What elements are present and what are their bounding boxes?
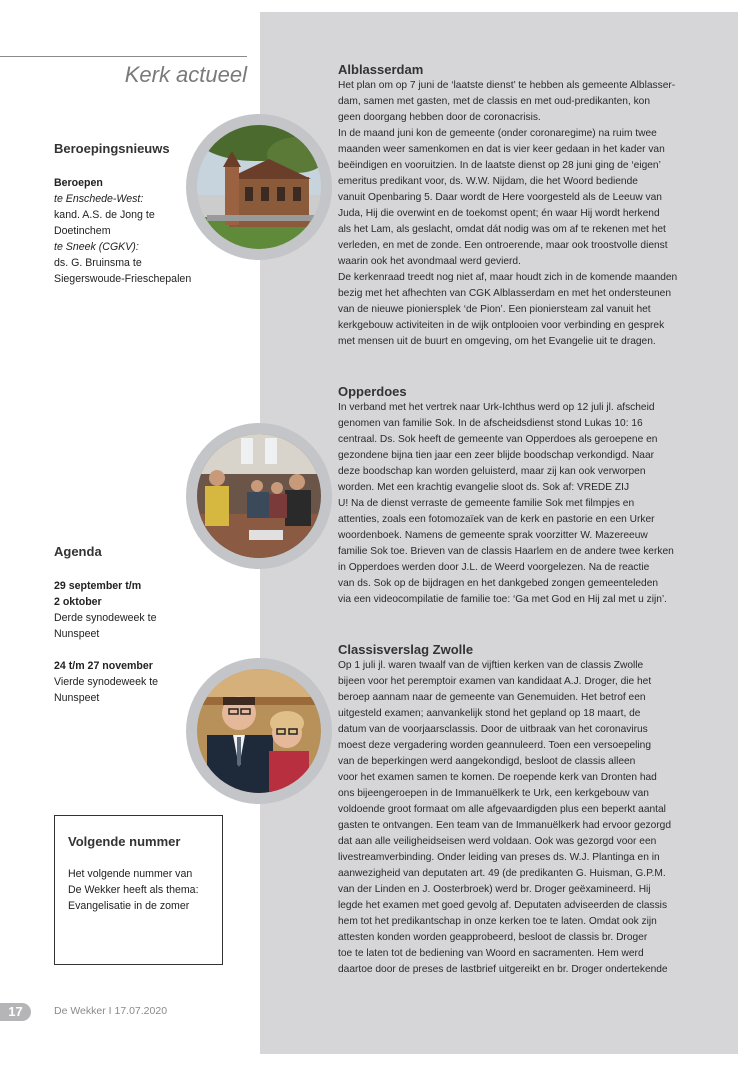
article-line: voldoende groot formaat om alle afgevaardigden plus een beperkt aantal (338, 804, 666, 815)
article-line: bezig met het afhechten van CGK Alblasserdam en met het ondersteunen (338, 288, 671, 299)
article-line: als het Lam, als geslacht, omdat dát nodig was om af te rekenen met het (338, 224, 666, 235)
sidebar-line: Nunspeet (54, 692, 100, 704)
article-line: Op 1 juli jl. waren twaalf van de vijftien kerken van de classis Zwolle (338, 660, 644, 671)
article-line: in Opperdoes werden door J.L. de Weerd voorgelezen. Na de reactie (338, 562, 650, 573)
article-line: van de nieuwe pioniersplek ‘de Pion’. Een pioniersteam zal vanuit het (338, 304, 651, 315)
article-line: datum van de voorjaarsclassis. Door de uitbraak van het coronavirus (338, 724, 648, 735)
article-title: Alblasserdam (338, 62, 424, 77)
article-line: verleden, en met de zonde. Een ontroerende, maar ook troostvolle dienst (338, 240, 668, 251)
article-line: dam, samen met gasten, met de classis en met oud-predikanten, kon (338, 96, 651, 107)
article-line: waarin ook het avondmaal werd gevierd. (338, 256, 521, 267)
article-line: Juda, Hij die overwint en de toekomst opent; én waar Hij wordt herkend (338, 208, 660, 219)
sidebar-line: 24 t/m 27 november (54, 660, 153, 672)
article-line: via een videocompilatie de familie toe: ‘Ga met God en Hij zal met u zijn’. (338, 594, 667, 605)
agenda-heading: Agenda (54, 544, 102, 559)
article-line: geen doorgang hebben door de coronacrisis. (338, 112, 541, 123)
article-line: uitgesteld examen; aanvankelijk stond het gepland op 18 maart, de (338, 708, 641, 719)
header-rule (0, 56, 247, 57)
article-line: met mensen uit de buurt en omgeving, om het Evangelie uit te dragen. (338, 336, 656, 347)
volgende-nummer-line: Het volgende nummer van (68, 868, 193, 880)
sidebar-line: 2 oktober (54, 596, 102, 608)
sidebar-line: Beroepen (54, 177, 103, 189)
sidebar-line: ds. G. Bruinsma te (54, 257, 142, 269)
article-line: beëindigen en vooruitzien. In de laatste dienst op 28 juni ging de ‘eigen’ (338, 160, 661, 171)
article-line: De kerkenraad treedt nog niet af, maar houdt zich in de komende maanden (338, 272, 678, 283)
article-line: toe te laten tot de bediening van Woord en sacramenten. Hem werd (338, 948, 644, 959)
article-line: kerkgebouw activiteiten in de wijk ontplooien voor verbinding en gesprek (338, 320, 665, 331)
article-line: legde het examen met goed gevolg af. Deputaten adviseerden de classis (338, 900, 668, 911)
article-line: aanwezigheid van deputaten art. 49 (de predikanten G. Huisman, G.P.M. (338, 868, 666, 879)
article-line: attesten konden worden geapprobeerd, besloot de classis br. Droger (338, 932, 648, 943)
article-title: Opperdoes (338, 384, 407, 399)
beroepingsnieuws-heading: Beroepingsnieuws (54, 141, 170, 156)
farewell-service-photo (186, 423, 332, 569)
article-body (338, 658, 694, 978)
article-line: vanuit Openbaring 5. Daar wordt de Here voorgesteld als de Leeuw van (338, 192, 662, 203)
article-opperdoes (338, 383, 694, 608)
article-line: gasten te ontvangen. Een team van de Immanuëlkerk had ervoor gezorgd (338, 820, 671, 831)
article-line: genomen van familie Sok. In de afscheidsdienst stond Lukas 10: 16 (338, 418, 643, 429)
page-number: 17 (0, 1003, 31, 1021)
church-building-photo (186, 114, 332, 260)
article-body (338, 78, 694, 350)
article-line: deze boodschap kan worden geluisterd, maar zij kan ook verworpen (338, 466, 646, 477)
sidebar-line: kand. A.S. de Jong te (54, 209, 155, 221)
article-alblasserdam (338, 61, 694, 350)
sidebar-line: Siegerswoude-Frieschepalen (54, 273, 192, 285)
sidebar-line: te Enschede-West: (54, 193, 144, 205)
article-line: maanden weer samenkomen en dat is vier keer gedaan in het kader van (338, 144, 665, 155)
sidebar-line: 29 september t/m (54, 580, 142, 592)
sidebar-line (54, 642, 158, 658)
sidebar-line: te Sneek (CGKV): (54, 241, 139, 253)
church-building-illustration (197, 125, 321, 249)
sidebar-line: Vierde synodeweek te (54, 676, 159, 688)
article-line: bijeen voor het peremptoir examen van kandidaat A.J. Droger, die het (338, 676, 652, 687)
article-line: woordenboek. Namens de gemeente sprak voorzitter W. Mazereeuw (338, 530, 648, 541)
beroepingsnieuws-block (54, 141, 191, 287)
article-line: centraal. Ds. Sok heeft de gemeente van Opperdoes als geroepene en (338, 434, 658, 445)
article-line: In de maand juni kon de gemeente (onder coronaregime) na ruim twee (338, 128, 657, 139)
candidate-droger-photo (186, 658, 332, 804)
article-line: emeritus predikant voor, ds. W.W. Nijdam, die het Woord bediende (338, 176, 638, 187)
article-line: familie Sok toe. Brieven van de classis Haarlem en de andere twee kerken (338, 546, 674, 557)
article-line: ons bijeengeroepen in de Immanuëlkerk te Urk, een kerkgebouw van (338, 788, 649, 799)
agenda-lines (54, 578, 158, 706)
section-title: Kerk actueel (124, 62, 247, 87)
article-line: voor het examen samen te komen. De roepende kerk van Dronten had (338, 772, 657, 783)
article-line: Het plan om op 7 juni de ‘laatste dienst’ te hebben als gemeente Alblasser- (338, 80, 676, 91)
couple-portrait-illustration (197, 669, 321, 793)
article-body (338, 400, 694, 608)
article-line: van ds. Sok op de bijdragen en het dankgebed zongen gemeenteleden (338, 578, 659, 589)
article-line: van der Linden en J. Oosterbroek) werd br. Droger geëxamineerd. Hij (338, 884, 651, 895)
article-line: beroep aannam naar de gemeente van Genemuiden. Het betrof een (338, 692, 646, 703)
article-classisverslag-zwolle (338, 641, 694, 978)
volgende-nummer-line: Evangelisatie in de zomer (68, 900, 190, 912)
sidebar-line: Doetinchem (54, 225, 111, 237)
article-line: livestreamverbinding. Onder leiding van preses ds. W.J. Plantinga en in (338, 852, 660, 863)
article-line: daartoe door de preses de lastbrief uitgereikt en br. Droger ondertekende (338, 964, 668, 975)
volgende-nummer-line: De Wekker heeft als thema: (68, 884, 199, 896)
article-line: dat aan alle veiligheidseisen werd voldaan. Ook was gezorgd voor een (338, 836, 657, 847)
article-line: In verband met het vertrek naar Urk-Ichthus werd op 12 juli jl. afscheid (338, 402, 655, 413)
church-interior-illustration (197, 434, 321, 558)
sidebar-line: Derde synodeweek te (54, 612, 157, 624)
sidebar-line: Nunspeet (54, 628, 100, 640)
article-line: attenties, zoals een fotomozaïek van de kerk en pastorie en een Urker (338, 514, 655, 525)
volgende-nummer-box (54, 815, 223, 965)
article-line: gezondene bijna tien jaar een zeer blijde boodschap verkondigd. Naar (338, 450, 655, 461)
volgende-nummer-heading: Volgende nummer (68, 834, 181, 849)
article-title: Classisverslag Zwolle (338, 642, 474, 657)
article-line: moest deze vergadering worden geannuleerd. Toen een versoepeling (338, 740, 652, 751)
article-line: U! Na de dienst verraste de gemeente familie Sok met filmpjes en (338, 498, 635, 509)
article-line: hem tot het predikantschap in onze kerken toe te laten. Omdat ook zijn (338, 916, 657, 927)
article-line: van de beperkingen werd aangekondigd, besloot de classis alleen (338, 756, 636, 767)
agenda-block (54, 544, 158, 706)
footer-publication-date: De Wekker I 17.07.2020 (54, 1005, 168, 1017)
beroepingsnieuws-lines (54, 175, 191, 287)
article-line: worden. Met een krachtig evangelie sloot ds. Sok af: VREDE ZIJ (338, 482, 630, 493)
